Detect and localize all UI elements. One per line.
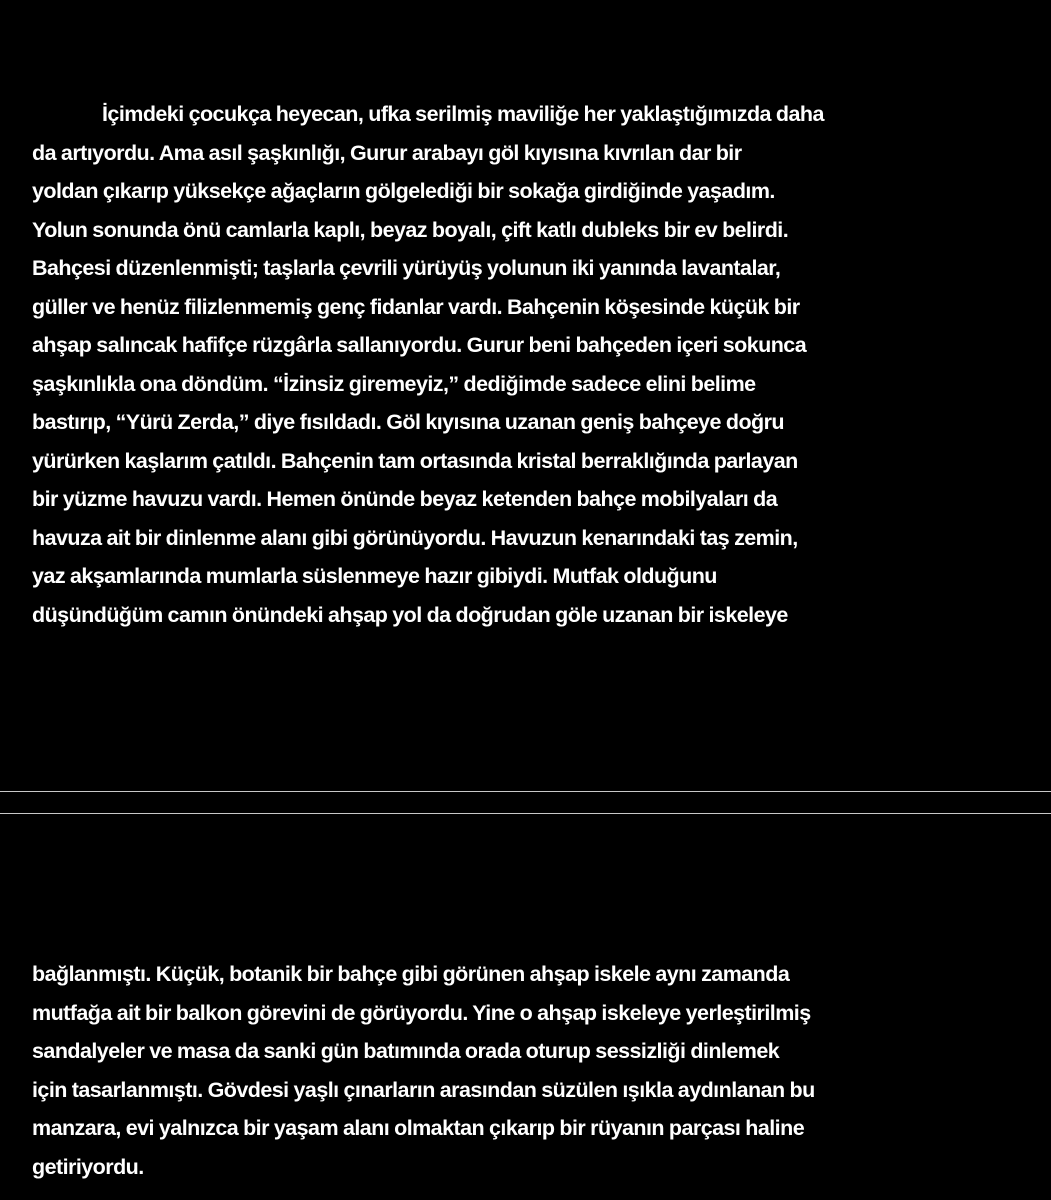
text-line: da artıyordu. Ama asıl şaşkınlığı, Gurur arabayı göl kıyısına kıvrılan dar bir [32, 140, 742, 165]
text-line: sandalyeler ve masa da sanki gün batımında orada oturup sessizliği dinlemek [32, 1039, 780, 1063]
text-line: yürürken kaşlarım çatıldı. Bahçenin tam ortasında kristal berraklığında parlayan [32, 448, 798, 473]
text-line: düşündüğüm camın önündeki ahşap yol da doğrudan göle uzanan bir iskeleye [32, 602, 788, 627]
text-line: için tasarlanmıştı. Gövdesi yaşlı çınarların arasından süzülen ışıkla aydınlanan bu [32, 1077, 815, 1102]
page-bottom [0, 814, 1051, 1200]
text-line: yoldan çıkarıp yüksekçe ağaçların gölgelediği bir sokağa girdiğinde yaşadım. [32, 179, 775, 203]
text-line: havuza ait bir dinlenme alanı gibi görünüyordu. Havuzun kenarındaki taş zemin, [32, 525, 798, 550]
page-divider [0, 791, 1051, 792]
text-line: mutfağa ait bir balkon görevini de görüyordu. Yine o ahşap iskeleye yerleştirilmiş [32, 1000, 811, 1025]
paragraph-top [32, 95, 1032, 634]
text-line: manzara, evi yalnızca bir yaşam alanı olmaktan çıkarıp bir rüyanın parçası haline [32, 1116, 805, 1140]
paragraph-bottom [32, 955, 1032, 1186]
text-line: İçimdeki çocukça heyecan, ufka serilmiş maviliğe her yaklaştığımızda daha [102, 102, 824, 126]
text-line: yaz akşamlarında mumlarla süslenmeye hazır gibiydi. Mutfak olduğunu [32, 564, 717, 588]
text-line: bir yüzme havuzu vardı. Hemen önünde beyaz ketenden bahçe mobilyaları da [32, 487, 778, 511]
text-line: Yolun sonunda önü camlarla kaplı, beyaz boyalı, çift katlı dubleks bir ev belirdi. [32, 217, 789, 242]
text-line: bastırıp, “Yürü Zerda,” diye fısıldadı. Göl kıyısına uzanan geniş bahçeye doğru [32, 410, 785, 434]
text-line: güller ve henüz filizlenmemiş genç fidanlar vardı. Bahçenin köşesinde küçük bir [32, 294, 800, 319]
text-line: bağlanmıştı. Küçük, botanik bir bahçe gibi görünen ahşap iskele aynı zamanda [32, 962, 790, 986]
text-line: ahşap salıncak hafifçe rüzgârla sallanıyordu. Gurur beni bahçeden içeri sokunca [32, 333, 807, 357]
text-line: şaşkınlıkla ona döndüm. “İzinsiz giremeyiz,” dediğimde sadece elini belime [32, 371, 756, 396]
text-line: Bahçesi düzenlenmişti; taşlarla çevrili yürüyüş yolunun iki yanında lavantalar, [32, 256, 781, 280]
text-line: getiriyordu. [32, 1154, 144, 1179]
